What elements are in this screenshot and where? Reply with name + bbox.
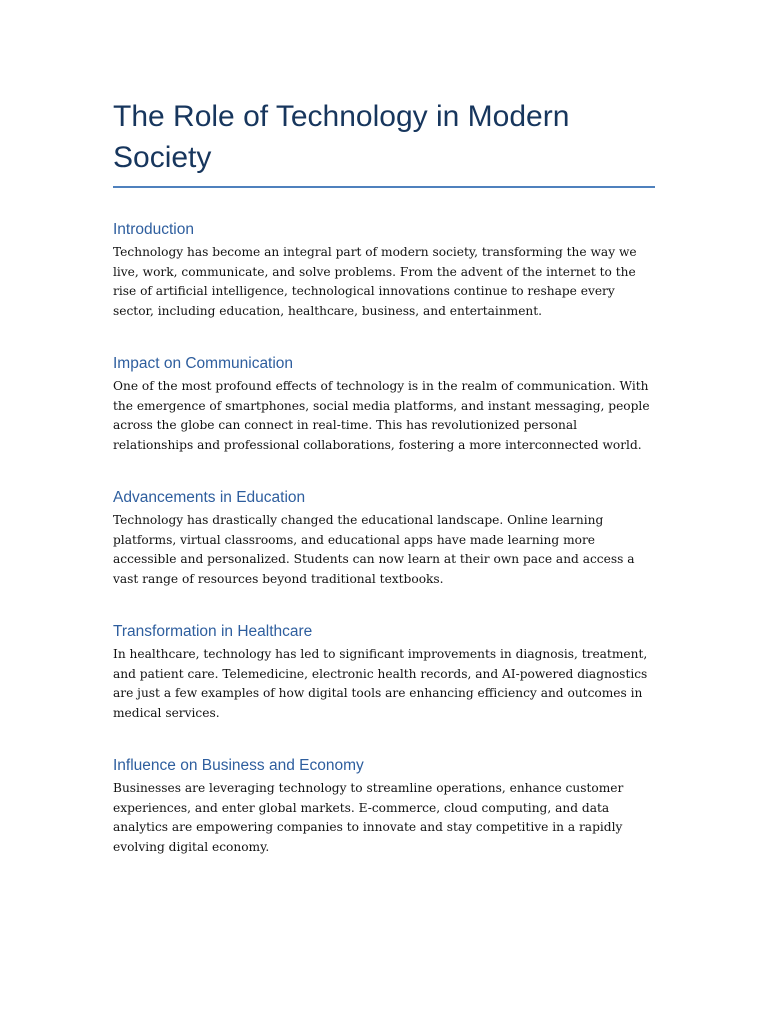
section-advancements-in-education [113, 487, 656, 589]
section-heading: Influence on Business and Economy [113, 757, 364, 774]
section-paragraph: Technology has drastically changed the educational landscape. Online learning platforms, virtual classrooms, and educational apps have made learning more accessible and personalized. Students can now learn at their own pace and access a vast range of resources beyond traditional textbooks. [113, 513, 635, 586]
section-heading: Advancements in Education [113, 489, 306, 506]
section-paragraph: Businesses are leveraging technology to streamline operations, enhance customer experiences, and enter global markets. E-commerce, cloud computing, and data analytics are empowering companies to innovate and stay competitive in a rapidly evolving digital economy. [113, 781, 624, 854]
section-heading: Impact on Communication [113, 355, 294, 372]
section-introduction [113, 219, 656, 321]
section-transformation-in-healthcare [113, 621, 656, 723]
section-influence-on-business-and-economy [113, 755, 656, 857]
section-paragraph: Technology has become an integral part of modern society, transforming the way we live, work, communicate, and solve problems. From the advent of the internet to the rise of artificial intelligence, technological innovations continue to reshape every sector, including education, healthcare, business, and entertainment. [113, 245, 637, 318]
section-heading: Introduction [113, 221, 194, 238]
section-heading: Transformation in Healthcare [113, 623, 313, 640]
section-paragraph: In healthcare, technology has led to significant improvements in diagnosis, treatment, and patient care. Telemedicine, electronic health records, and AI-powered diagnostics are just a few examples of how digital tools are enhancing efficiency and outcomes in medical services. [113, 647, 648, 720]
section-impact-on-communication [113, 353, 656, 455]
title-underline [113, 186, 655, 188]
document-page [113, 96, 656, 857]
document-title: The Role of Technology in Modern Society [113, 100, 570, 174]
section-paragraph: One of the most profound effects of technology is in the realm of communication. With the emergence of smartphones, social media platforms, and instant messaging, people across the globe can connect in real-time. This has revolutionized personal relationships and professional collaborations, fostering a more interconnected world. [113, 379, 650, 452]
